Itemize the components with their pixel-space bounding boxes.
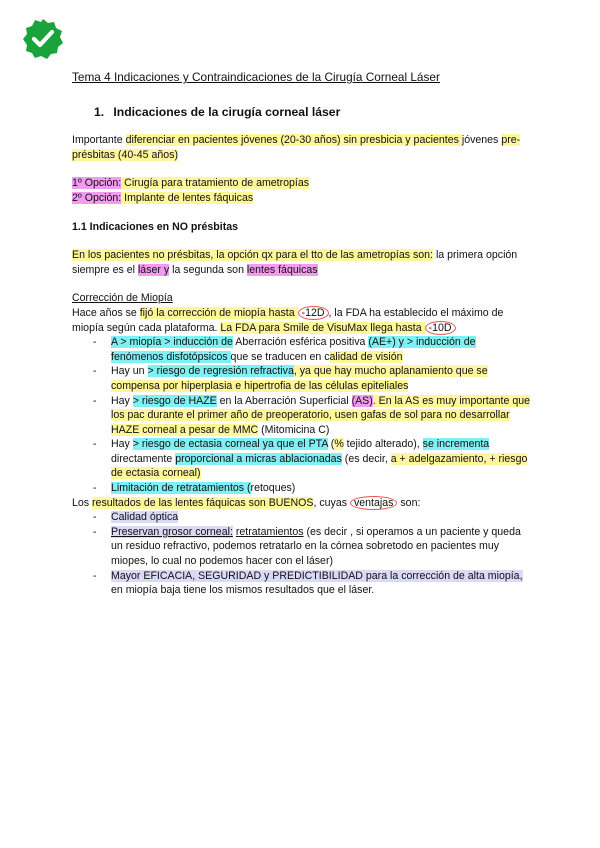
no-presbitas-paragraph: En los pacientes no présbitas, la opción qx para el tto de las ametropías son: la primera opción siempre es el láser y la segunda son lentes fáquicas: [72, 249, 518, 276]
list-item: - Preservan grosor corneal: retratamientos (es decir , si operamos a un paciente y queda un residuo refractivo, podemos retratarlo en la córnea sobretodo en pacientes muy miopes, lo cual no podemos hacer con el láser): [93, 525, 530, 569]
page-title: Tema 4 Indicaciones y Contraindicaciones de la Cirugía Corneal Láser: [72, 70, 440, 84]
myopia-list: [72, 335, 530, 496]
results-paragraph: Los resultados de las lentes fáquicas son BUENOS, cuyas ventajas son:: [72, 496, 421, 509]
document-page: [72, 70, 530, 598]
section-number: 1.: [94, 104, 105, 119]
option-2: 2º Opción: Implante de lentes fáquicas: [72, 191, 254, 204]
list-item: - Calidad óptica: [93, 510, 530, 525]
list-item: - A > miopía > inducción de Aberración esférica positiva (AE+) y > inducción de fenómenos disfotópsicos que se traducen en calidad de visión: [93, 335, 530, 364]
list-item: - Limitación de retratamientos (retoques): [93, 481, 530, 496]
ventajas-circled: ventajas: [350, 496, 397, 510]
list-item: - Hay un > riesgo de regresión refractiva, ya que hay mucho aplanamiento que se compensa por hiperplasia e hipertrofia de las células epiteliales: [93, 364, 530, 393]
section-heading: [72, 105, 530, 120]
myopia-subtitle: Corrección de Miopía: [72, 292, 173, 305]
option-1: 1º Opción: Cirugía para tratamiento de ametropías: [72, 177, 310, 190]
list-item: - Hay > riesgo de ectasia corneal ya que el PTA (% tejido alterado), se incrementa directamente proporcional a micras ablacionadas (es decir, a + adelgazamiento, + riesgo de ectasia corneal): [93, 437, 530, 481]
intro-paragraph: Importante diferenciar en pacientes jóvenes (20-30 años) sin presbicia y pacientes jóvenes pre-présbitas (40-45 años): [72, 134, 521, 161]
value-12d: -12D: [298, 306, 329, 320]
list-item: - Hay > riesgo de HAZE en la Aberración Superficial (AS). En la AS es muy importante que los pac durante el primer año de preoperatorio, usen gafas de sol para no desarrollar HAZE corneal a pesar de MMC (Mitomicina C): [93, 394, 530, 438]
list-item: - Mayor EFICACIA, SEGURIDAD y PREDICTIBILIDAD para la corrección de alta miopía, en miopía baja tiene los mismos resultados que el láser.: [93, 569, 530, 598]
subsection-heading: 1.1 Indicaciones en NO présbitas: [72, 220, 239, 233]
results-list: [72, 510, 530, 598]
check-badge-icon: [22, 18, 64, 60]
value-10d: -10D: [425, 321, 456, 335]
myopia-paragraph: Hace años se fijó la corrección de miopía hasta -12D , la FDA ha establecido el máximo de miopía según cada plataforma. La FDA para Smile de VisuMax llega hasta -10D: [72, 306, 504, 334]
section-heading-text: Indicaciones de la cirugía corneal láser: [113, 104, 341, 119]
